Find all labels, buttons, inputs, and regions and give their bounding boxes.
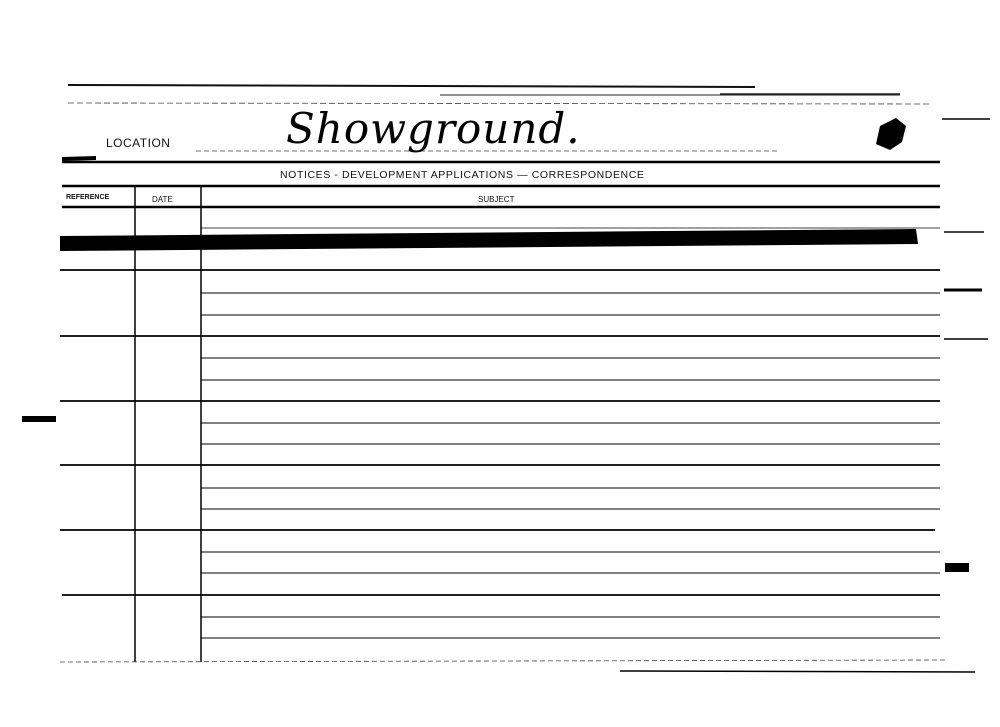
location-label: LOCATION bbox=[106, 136, 171, 150]
ink-blot bbox=[876, 118, 906, 150]
margin-mark bbox=[945, 563, 969, 572]
top-edge-line bbox=[68, 85, 755, 87]
column-header-date: DATE bbox=[152, 195, 173, 204]
subject-rules bbox=[60, 228, 940, 638]
column-header-reference: REFERENCE bbox=[66, 194, 110, 201]
section-heading: NOTICES - DEVELOPMENT APPLICATIONS — CORRESPONDENCE bbox=[280, 169, 645, 181]
ink-blot bbox=[62, 156, 96, 161]
location-handwritten-value: Showground. bbox=[286, 104, 581, 153]
margin-mark bbox=[22, 416, 56, 422]
column-header-subject: SUBJECT bbox=[478, 195, 515, 204]
redaction-bar bbox=[60, 229, 918, 251]
bottom-edge-line bbox=[60, 660, 945, 662]
bottom-edge-line bbox=[620, 671, 975, 672]
